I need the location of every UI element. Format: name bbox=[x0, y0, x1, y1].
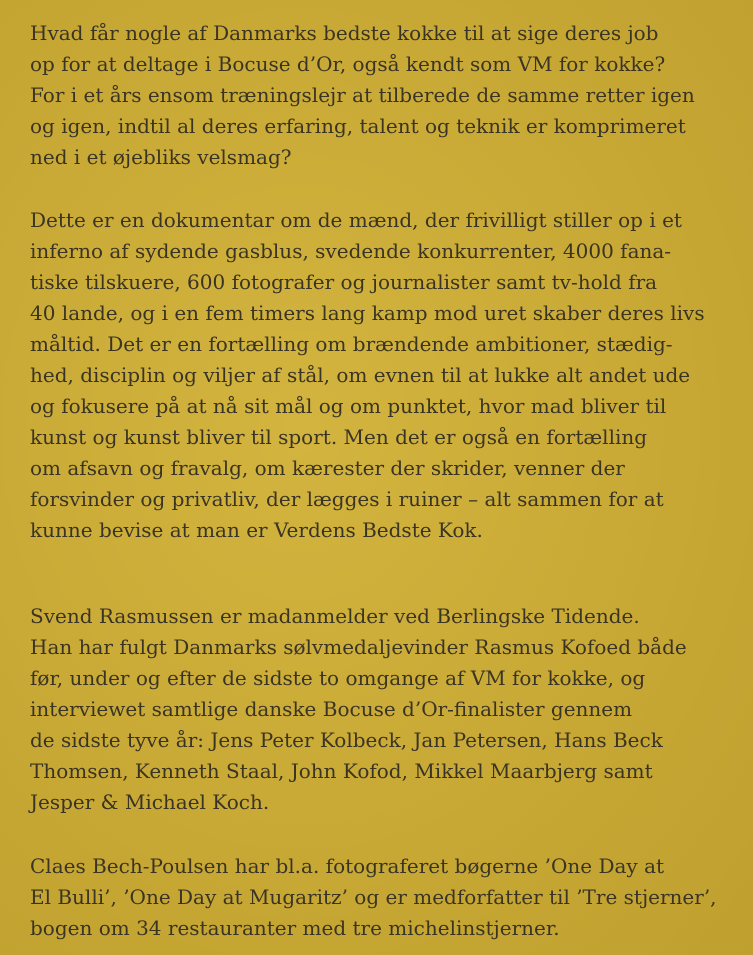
text-line: Svend Rasmussen er madanmelder ved Berlingske Tidende. bbox=[30, 604, 640, 628]
text-line: Han har fulgt Danmarks sølvmedaljevinder Rasmus Kofoed både bbox=[30, 635, 687, 659]
paragraph-photographer-bio bbox=[30, 851, 717, 944]
text-line: før, under og efter de sidste to omgange af VM for kokke, og bbox=[30, 666, 646, 690]
text-line: Hvad får nogle af Danmarks bedste kokke til at sige deres job bbox=[30, 21, 659, 45]
text-line: og fokusere på at nå sit mål og om punktet, hvor mad bliver til bbox=[30, 394, 667, 418]
text-line: Jesper & Michael Koch. bbox=[30, 790, 270, 814]
text-line: El Bulli’, ’One Day at Mugaritz’ og er medforfatter til ’Tre stjerner’, bbox=[30, 885, 717, 909]
text-line: måltid. Det er en fortælling om brændende ambitioner, stædig- bbox=[30, 332, 673, 356]
text-line: Dette er en dokumentar om de mænd, der frivilligt stiller op i et bbox=[30, 208, 682, 232]
paragraph-documentary bbox=[30, 205, 705, 546]
text-line: hed, disciplin og viljer af stål, om evnen til at lukke alt andet ude bbox=[30, 363, 691, 387]
text-line: ned i et øjebliks velsmag? bbox=[30, 145, 292, 169]
text-line: kunne bevise at man er Verdens Bedste Kok. bbox=[30, 518, 483, 542]
text-line: om afsavn og fravalg, om kærester der skrider, venner der bbox=[30, 456, 625, 480]
text-line: kunst og kunst bliver til sport. Men det er også en fortælling bbox=[30, 425, 648, 449]
text-line: Thomsen, Kenneth Staal, John Kofod, Mikkel Maarbjerg samt bbox=[30, 759, 653, 783]
paragraph-intro bbox=[30, 18, 695, 173]
text-line: inferno af sydende gasblus, svedende konkurrenter, 4000 fana- bbox=[30, 239, 672, 263]
text-line: Claes Bech-Poulsen har bl.a. fotograferet bøgerne ’One Day at bbox=[30, 854, 665, 878]
text-line: op for at deltage i Bocuse d’Or, også kendt som VM for kokke? bbox=[30, 52, 666, 76]
paragraph-author-bio bbox=[30, 601, 687, 818]
text-line: forsvinder og privatliv, der lægges i ruiner – alt sammen for at bbox=[30, 487, 664, 511]
text-line: 40 lande, og i en fem timers lang kamp mod uret skaber deres livs bbox=[30, 301, 705, 325]
text-line: de sidste tyve år: Jens Peter Kolbeck, Jan Petersen, Hans Beck bbox=[30, 728, 663, 752]
text-line: og igen, indtil al deres erfaring, talent og teknik er komprimeret bbox=[30, 114, 686, 138]
text-line: For i et års ensom træningslejr at tilberede de samme retter igen bbox=[30, 83, 695, 107]
text-line: tiske tilskuere, 600 fotografer og journalister samt tv-hold fra bbox=[30, 270, 658, 294]
text-line: bogen om 34 restauranter med tre michelinstjerner. bbox=[30, 916, 560, 940]
text-line: interviewet samtlige danske Bocuse d’Or-finalister gennem bbox=[30, 697, 633, 721]
